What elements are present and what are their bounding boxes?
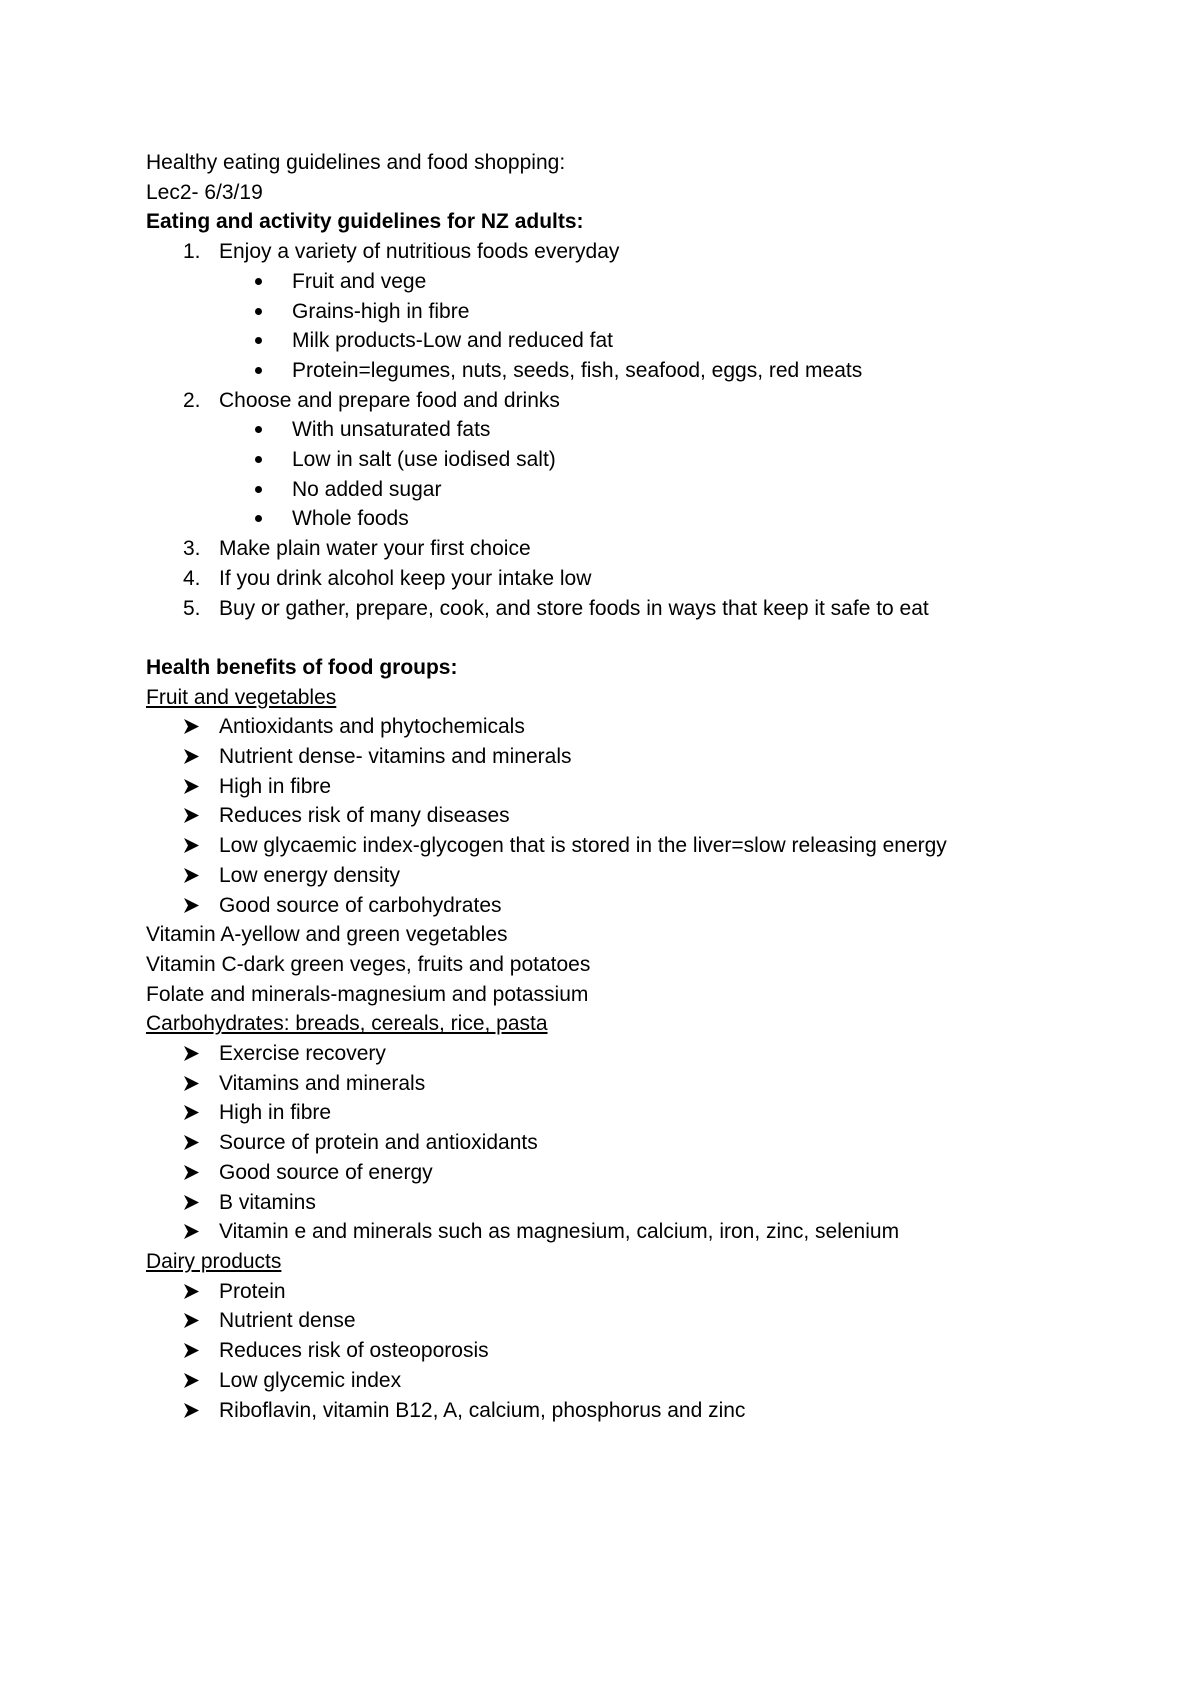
list-item [146, 742, 1146, 772]
arrow-bullet-icon [183, 718, 200, 735]
guideline-number: 5. [183, 596, 201, 620]
sub-item [219, 415, 1146, 445]
arrow-bullet-icon [183, 1342, 200, 1359]
list-item [146, 801, 1146, 831]
arrow-bullet-icon [183, 1104, 200, 1121]
sub-item-text: Milk products-Low and reduced fat [292, 329, 613, 353]
guideline-number: 1. [183, 240, 201, 264]
bullet-icon [255, 486, 262, 493]
list-item-text: Good source of energy [219, 1160, 433, 1184]
guideline-item [146, 594, 1146, 624]
list-item-text: Source of protein and antioxidants [219, 1131, 538, 1155]
arrow-bullet-icon [183, 837, 200, 854]
sub-item [219, 297, 1146, 327]
arrow-bullet-icon [183, 1223, 200, 1240]
arrow-bullet-icon [183, 807, 200, 824]
list-item [146, 1396, 1146, 1426]
guideline-item [146, 386, 1146, 535]
vitamin-note: Folate and minerals-magnesium and potassium [146, 982, 589, 1006]
bullet-icon [255, 426, 262, 433]
list-item-text: Riboflavin, vitamin B12, A, calcium, phosphorus and zinc [219, 1398, 746, 1422]
sub-item-text: Low in salt (use iodised salt) [292, 448, 556, 472]
bullet-icon [255, 308, 262, 315]
arrow-bullet-icon [183, 867, 200, 884]
arrow-bullet-icon [183, 897, 200, 914]
list-item-text: Vitamin e and minerals such as magnesium, calcium, iron, zinc, selenium [219, 1220, 900, 1244]
carbs-list [146, 1039, 1146, 1247]
list-item-text: Protein [219, 1279, 286, 1303]
sub-item [219, 475, 1146, 505]
list-item [146, 772, 1146, 802]
vitamin-note: Vitamin A-yellow and green vegetables [146, 923, 508, 947]
list-item [146, 861, 1146, 891]
lecture-date: Lec2- 6/3/19 [146, 180, 263, 204]
guideline-number: 2. [183, 388, 201, 412]
arrow-bullet-icon [183, 1134, 200, 1151]
sub-item [219, 326, 1146, 356]
list-item-text: Antioxidants and phytochemicals [219, 715, 525, 739]
list-item-text: Reduces risk of many diseases [219, 804, 510, 828]
bullet-icon [255, 515, 262, 522]
fruit-veg-list [146, 712, 1146, 920]
list-item [146, 1069, 1146, 1099]
dairy-heading: Dairy products [146, 1250, 282, 1273]
list-item-text: Good source of carbohydrates [219, 893, 502, 917]
arrow-bullet-icon [183, 1312, 200, 1329]
sub-item-text: With unsaturated fats [292, 418, 491, 442]
sub-item-text: Whole foods [292, 507, 409, 531]
list-item [146, 1306, 1146, 1336]
sub-item [219, 504, 1146, 534]
list-item-text: High in fibre [219, 1101, 332, 1125]
guideline-text: Make plain water your first choice [219, 537, 531, 561]
guideline-sublist [219, 415, 1146, 534]
document-title: Healthy eating guidelines and food shopping: [146, 151, 566, 174]
arrow-bullet-icon [183, 1164, 200, 1181]
guideline-number: 3. [183, 537, 201, 561]
arrow-bullet-icon [183, 1372, 200, 1389]
list-item [146, 891, 1146, 921]
list-item-text: Nutrient dense [219, 1309, 356, 1333]
list-item-text: Low glycaemic index-glycogen that is stored in the liver=slow releasing energy [219, 834, 947, 858]
list-item [146, 1158, 1146, 1188]
list-item-text: Vitamins and minerals [219, 1071, 426, 1095]
list-item [146, 1128, 1146, 1158]
sub-item [219, 267, 1146, 297]
list-item [146, 1366, 1146, 1396]
list-item [146, 1188, 1146, 1218]
list-item [146, 1098, 1146, 1128]
list-item-text: Nutrient dense- vitamins and minerals [219, 745, 572, 769]
list-item-text: Low glycemic index [219, 1368, 402, 1392]
bullet-icon [255, 456, 262, 463]
benefits-heading: Health benefits of food groups: [146, 655, 458, 679]
list-item-text: Low energy density [219, 863, 400, 887]
carbs-heading: Carbohydrates: breads, cereals, rice, pasta [146, 1012, 548, 1036]
dairy-list [146, 1277, 1146, 1426]
fruit-veg-heading: Fruit and vegetables [146, 685, 337, 709]
bullet-icon [255, 367, 262, 374]
blank-line [146, 623, 1146, 653]
sub-item-text: Fruit and vege [292, 269, 427, 293]
guideline-item [146, 534, 1146, 564]
sub-item-text: Protein=legumes, nuts, seeds, fish, seafood, eggs, red meats [292, 358, 863, 382]
vitamin-note: Vitamin C-dark green veges, fruits and potatoes [146, 952, 591, 976]
list-item-text: B vitamins [219, 1190, 316, 1214]
guideline-item [146, 564, 1146, 594]
sub-item-text: No added sugar [292, 477, 442, 501]
guideline-sublist [219, 267, 1146, 386]
sub-item-text: Grains-high in fibre [292, 299, 470, 323]
arrow-bullet-icon [183, 778, 200, 795]
guideline-text: Enjoy a variety of nutritious foods everyday [219, 240, 620, 264]
arrow-bullet-icon [183, 1045, 200, 1062]
guidelines-list [146, 237, 1146, 623]
sub-item [219, 445, 1146, 475]
arrow-bullet-icon [183, 1194, 200, 1211]
list-item [146, 712, 1146, 742]
bullet-icon [255, 337, 262, 344]
list-item-text: Reduces risk of osteoporosis [219, 1339, 489, 1363]
arrow-bullet-icon [183, 748, 200, 765]
arrow-bullet-icon [183, 1402, 200, 1419]
list-item [146, 1217, 1146, 1247]
guideline-item [146, 237, 1146, 386]
guideline-number: 4. [183, 566, 201, 590]
list-item [146, 831, 1146, 861]
list-item-text: Exercise recovery [219, 1042, 386, 1066]
document-page [146, 148, 1146, 1425]
sub-item [219, 356, 1146, 386]
guideline-text: Choose and prepare food and drinks [219, 388, 560, 412]
list-item-text: High in fibre [219, 774, 332, 798]
list-item [146, 1039, 1146, 1069]
bullet-icon [255, 278, 262, 285]
guideline-text: If you drink alcohol keep your intake low [219, 566, 592, 590]
list-item [146, 1277, 1146, 1307]
arrow-bullet-icon [183, 1283, 200, 1300]
list-item [146, 1336, 1146, 1366]
guideline-text: Buy or gather, prepare, cook, and store foods in ways that keep it safe to eat [219, 596, 929, 620]
guidelines-heading: Eating and activity guidelines for NZ adults: [146, 210, 584, 234]
arrow-bullet-icon [183, 1075, 200, 1092]
